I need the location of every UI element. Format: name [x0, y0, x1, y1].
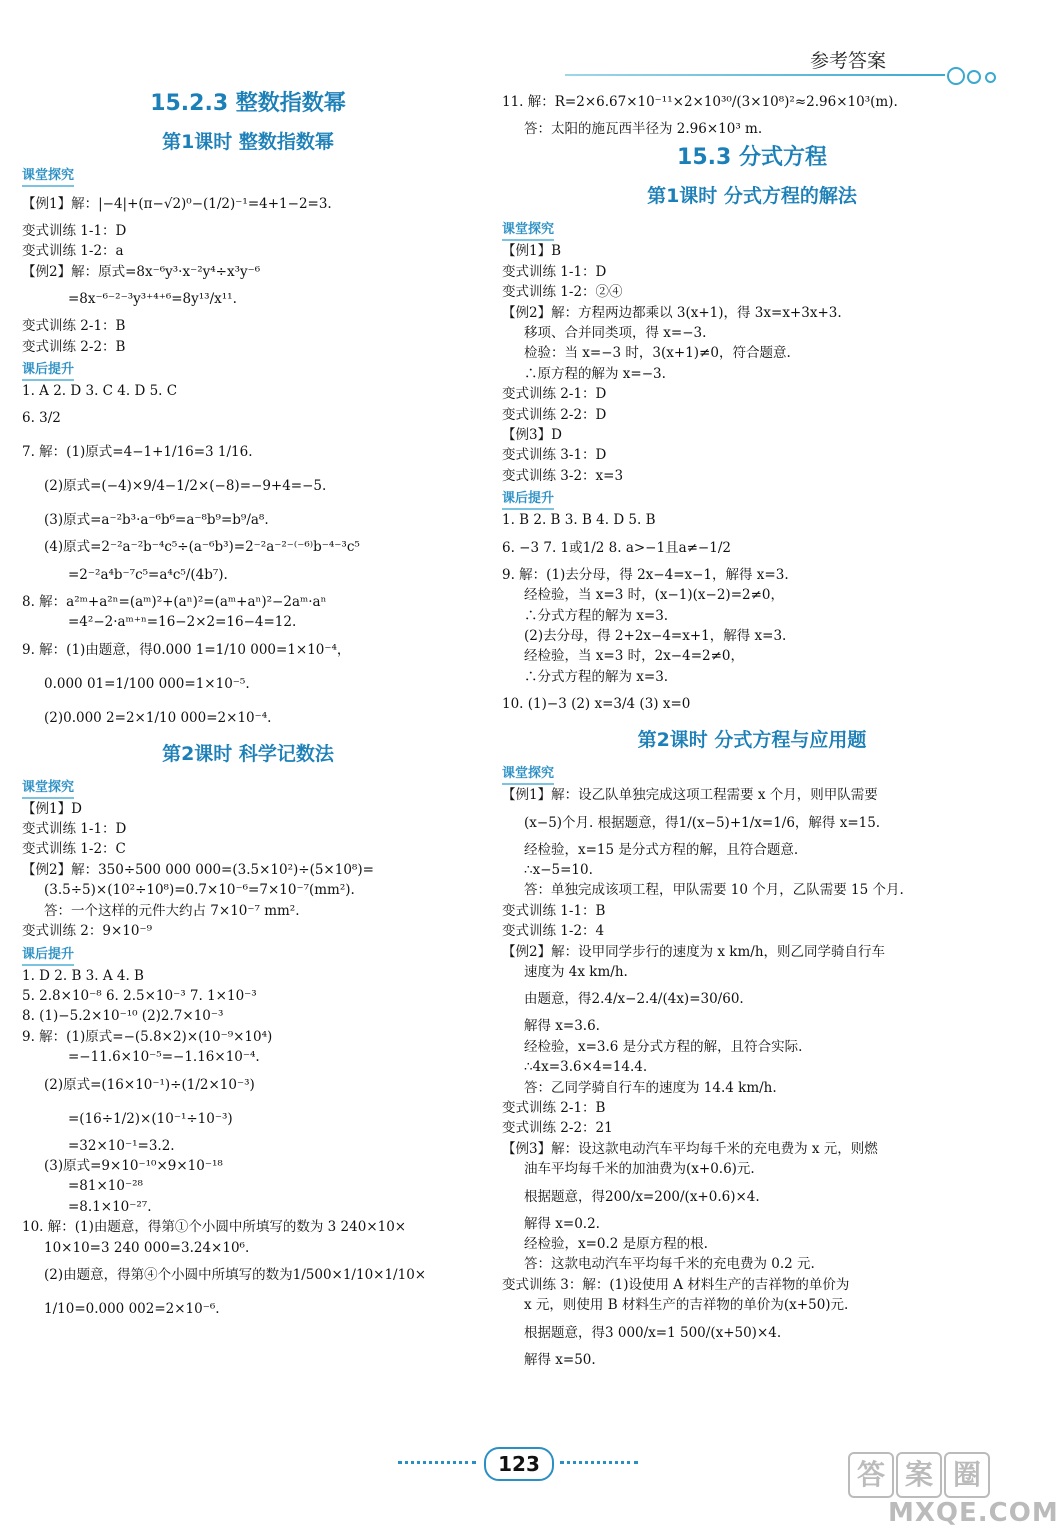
answer-line: 答：单独完成该项工程，甲队需要 10 个月，乙队需要 15 个月.: [524, 882, 904, 899]
watermark-logo: [848, 1452, 1059, 1532]
answer-line: 变式训练 2-2：B: [22, 338, 126, 355]
answer-line: (4)原式=2⁻²a⁻²b⁻⁴c⁵÷(a⁻⁶b³)=2⁻²a⁻²⁻⁽⁻⁶⁾b⁻⁴⁻³c⁵: [44, 539, 360, 556]
page-number-value: 123: [484, 1447, 554, 1481]
answer-line: =8x⁻⁶⁻²⁻³y³⁺⁴⁺⁶=8y¹³/x¹¹.: [68, 291, 237, 308]
answer-line: 经检验，x=15 是分式方程的解，且符合题意.: [524, 841, 799, 858]
header-circle-icon: [947, 67, 965, 85]
answer-line: 检验：当 x=−3 时，3(x+1)≠0，符合题意.: [524, 345, 791, 362]
answer-line: 变式训练 2-2：21: [502, 1120, 613, 1137]
answer-line: 【例2】解：设甲同学步行的速度为 x km/h，则乙同学骑自行车: [502, 943, 886, 960]
answer-line: 变式训练 2-1：B: [502, 1100, 606, 1116]
answer-line: 经检验，x=0.2 是原方程的根.: [524, 1236, 708, 1253]
answer-line: 变式训练 1-2：②④: [502, 284, 623, 301]
answer-line: 变式训练 2-1：B: [22, 318, 126, 335]
answer-line: 【例3】解：设这款电动汽车平均每千米的充电费为 x 元，则燃: [502, 1140, 878, 1157]
header-circle-icon: [967, 70, 981, 84]
answer-line: =4²−2·aᵐ⁺ⁿ=16−2×2=16−4=12.: [68, 614, 297, 631]
answer-line: ∴x−5=10.: [524, 861, 593, 878]
section-tag-row: [22, 942, 474, 966]
right-column: [502, 85, 1002, 1370]
answer-line: 解得 x=0.2.: [524, 1215, 600, 1232]
answer-line: 变式训练 1-1：D: [22, 223, 127, 239]
answer-line: 经检验，当 x=3 时，(x−1)(x−2)=2≠0，: [524, 587, 784, 604]
section-tag: 课堂探究: [22, 167, 74, 187]
watermark-url: MXQE.COM: [888, 1498, 1059, 1528]
answer-line: 11. 解：R=2×6.67×10⁻¹¹×2×10³⁰/(3×10⁸)²≈2.96×10³(m).: [502, 94, 898, 110]
answer-line: 答：一个这样的元件大约占 7×10⁻⁷ mm².: [44, 902, 300, 919]
header-rule: [565, 74, 945, 76]
answer-line: (2)原式=(16×10⁻¹)÷(1/2×10⁻³): [44, 1076, 255, 1093]
answer-line: (3.5÷5)×(10²÷10⁸)=0.7×10⁻⁶=7×10⁻⁷(mm²).: [44, 882, 355, 899]
answer-line: 8. (1)−5.2×10⁻¹⁰ (2)2.7×10⁻³: [22, 1008, 224, 1025]
answer-line: 【例2】解：原式=8x⁻⁶y³·x⁻²y⁴÷x³y⁻⁶: [22, 263, 261, 280]
section-tag-row: [22, 163, 474, 187]
answer-line: 答：这款电动汽车平均每千米的充电费为 0.2 元.: [524, 1256, 815, 1273]
answer-line: 1. B 2. B 3. B 4. D 5. B: [502, 512, 656, 529]
answer-line: 7. 解：(1)原式=4−1+1/16=3 1/16.: [22, 444, 253, 461]
section-tag: 课后提升: [502, 490, 554, 510]
header-title: 参考答案: [810, 50, 887, 72]
answer-line: ∴原方程的解为 x=−3.: [524, 365, 666, 382]
answer-line: 答：太阳的施瓦西半径为 2.96×10³ m.: [524, 121, 763, 137]
answer-line: 9. 解：(1)由题意，得0.000 1=1/10 000=1×10⁻⁴，: [22, 641, 351, 658]
answer-line: 6. 3/2: [22, 410, 61, 427]
section-tag-row: [502, 486, 1002, 510]
answer-line: 根据题意，得3 000/x=1 500/(x+50)×4.: [524, 1324, 782, 1341]
answer-line: 1. A 2. D 3. C 4. D 5. C: [22, 383, 178, 400]
answer-line: ∴分式方程的解为 x=3.: [524, 668, 669, 685]
answer-line: 油车平均每千米的加油费为(x+0.6)元.: [524, 1161, 755, 1178]
section-heading: 15.3 分式方程: [677, 145, 827, 171]
answer-line: 变式训练 1-2：a: [22, 243, 124, 260]
answer-line: 解得 x=50.: [524, 1351, 596, 1368]
answer-line: 1. D 2. B 3. A 4. B: [22, 967, 144, 984]
section-tag-row: [22, 775, 474, 799]
section-tag: 课堂探究: [502, 765, 554, 785]
answer-line: 经检验，x=3.6 是分式方程的解，且符合实际.: [524, 1038, 803, 1055]
answer-line: 移项、合并同类项，得 x=−3.: [524, 325, 707, 342]
section-tag-row: [502, 761, 1002, 785]
answer-line: 速度为 4x km/h.: [524, 963, 628, 980]
answer-line: 变式训练 3-2：x=3: [502, 467, 624, 484]
answer-line: (2)由题意，得第④个小圆中所填写的数为1/500×1/10×1/10×: [44, 1266, 427, 1283]
watermark-char: 圈: [944, 1452, 990, 1498]
answer-line: 10. (1)−3 (2) x=3/4 (3) x=0: [502, 696, 691, 713]
answer-line: ∴分式方程的解为 x=3.: [524, 607, 669, 624]
answer-line: (3)原式=a⁻²b³·a⁻⁶b⁶=a⁻⁸b⁹=b⁹/a⁸.: [44, 512, 269, 529]
answer-line: 【例1】B: [502, 243, 562, 260]
answer-line: 变式训练 2-1：D: [502, 386, 607, 403]
section-tag-row: [502, 217, 1002, 241]
answer-line: 经检验，当 x=3 时，2x−4=2≠0，: [524, 648, 745, 665]
answer-line: (x−5)个月. 根据题意，得1/(x−5)+1/x=1/6，解得 x=15.: [524, 814, 881, 831]
answer-line: x 元，则使用 B 材料生产的吉祥物的单价为(x+50)元.: [524, 1297, 849, 1314]
section-heading: 15.2.3 整数指数幂: [150, 91, 346, 116]
lesson-heading: 第2课时 分式方程与应用题: [637, 729, 867, 752]
lesson-heading: 第1课时 整数指数幂: [162, 131, 334, 153]
answer-line: 10×10=3 240 000=3.24×10⁶.: [44, 1239, 250, 1256]
answer-line: 【例3】D: [502, 427, 562, 444]
answer-line: =8.1×10⁻²⁷.: [68, 1198, 152, 1215]
section-tag: 课堂探究: [22, 779, 74, 799]
answer-line: 答：乙同学骑自行车的速度为 14.4 km/h.: [524, 1079, 777, 1096]
answer-line: 【例2】解：350÷500 000 000=(3.5×10²)÷(5×10⁸)=: [22, 861, 374, 878]
answer-line: 变式训练 1-2：C: [22, 841, 126, 858]
answer-line: (2)原式=(−4)×9/4−1/2×(−8)=−9+4=−5.: [44, 478, 327, 495]
answer-line: 【例1】D: [22, 800, 82, 817]
answer-line: 9. 解：(1)原式=−(5.8×2)×(10⁻⁹×10⁴): [22, 1028, 273, 1045]
answer-line: 变式训练 2-2：D: [502, 406, 607, 423]
answer-line: =32×10⁻¹=3.2.: [68, 1137, 175, 1154]
answer-line: 【例1】解：|−4|+(π−√2)⁰−(1/2)⁻¹=4+1−2=3.: [22, 196, 332, 212]
running-header: [565, 38, 1005, 82]
answer-line: 变式训练 3：解：(1)设使用 A 材料生产的吉祥物的单价为: [502, 1276, 850, 1293]
answer-line: 变式训练 2：9×10⁻⁹: [22, 923, 152, 940]
answer-line: 变式训练 1-1：D: [502, 263, 607, 280]
answer-line: =−11.6×10⁻⁵=−1.16×10⁻⁴.: [68, 1049, 260, 1066]
answer-line: 变式训练 3-1：D: [502, 447, 607, 464]
left-column: [22, 85, 474, 1326]
answer-line: ∴4x=3.6×4=14.4.: [524, 1059, 648, 1076]
answer-line: 【例1】解：设乙队单独完成这项工程需要 x 个月，则甲队需要: [502, 787, 878, 804]
answer-line: =2⁻²a⁴b⁻⁷c⁵=a⁴c⁵/(4b⁷).: [68, 566, 228, 583]
answer-line: 变式训练 1-2：4: [502, 923, 605, 940]
section-tag: 课后提升: [22, 361, 74, 381]
answer-line: 9. 解：(1)去分母，得 2x−4=x−1，解得 x=3.: [502, 566, 789, 583]
section-tag: 课堂探究: [502, 221, 554, 241]
answer-line: 根据题意，得200/x=200/(x+0.6)×4.: [524, 1188, 760, 1205]
lesson-heading: 第2课时 科学记数法: [162, 742, 334, 765]
answer-line: 【例2】解：方程两边都乘以 3(x+1)，得 3x=x+3x+3.: [502, 304, 842, 321]
answer-line: 1/10=0.000 002=2×10⁻⁶.: [44, 1300, 220, 1317]
header-circle-icon: [985, 72, 996, 83]
answer-line: (2)去分母，得 2+2x−4=x+1，解得 x=3.: [524, 627, 787, 644]
answer-line: 解得 x=3.6.: [524, 1018, 600, 1035]
answer-line: =81×10⁻²⁸: [68, 1178, 143, 1195]
watermark-char: 答: [848, 1452, 894, 1498]
page-number: [398, 1447, 638, 1477]
lesson-heading: 第1课时 分式方程的解法: [647, 185, 857, 208]
answer-line: 变式训练 1-1：D: [22, 821, 127, 838]
answer-line: 0.000 01=1/100 000=1×10⁻⁵.: [44, 675, 250, 692]
page-number-dots: [398, 1461, 476, 1464]
watermark-char: 案: [896, 1452, 942, 1498]
answer-line: 由题意，得2.4/x−2.4/(4x)=30/60.: [524, 991, 744, 1008]
section-tag-row: [22, 357, 474, 381]
answer-line: 5. 2.8×10⁻⁸ 6. 2.5×10⁻³ 7. 1×10⁻³: [22, 987, 257, 1004]
answer-line: =(16÷1/2)×(10⁻¹÷10⁻³): [68, 1110, 233, 1127]
answer-line: 6. −3 7. 1或1/2 8. a>−1且a≠−1/2: [502, 539, 731, 556]
page-number-dots: [560, 1461, 638, 1464]
answer-line: (2)0.000 2=2×1/10 000=2×10⁻⁴.: [44, 709, 272, 726]
answer-line: (3)原式=9×10⁻¹⁰×9×10⁻¹⁸: [44, 1157, 223, 1174]
section-tag: 课后提升: [22, 946, 74, 966]
answer-line: 变式训练 1-1：B: [502, 902, 606, 919]
answer-line: 8. 解：a²ᵐ+a²ⁿ=(aᵐ)²+(aⁿ)²=(aᵐ+aⁿ)²−2aᵐ·aⁿ: [22, 593, 327, 610]
answer-line: 10. 解：(1)由题意，得第①个小圆中所填写的数为 3 240×10×: [22, 1219, 407, 1236]
